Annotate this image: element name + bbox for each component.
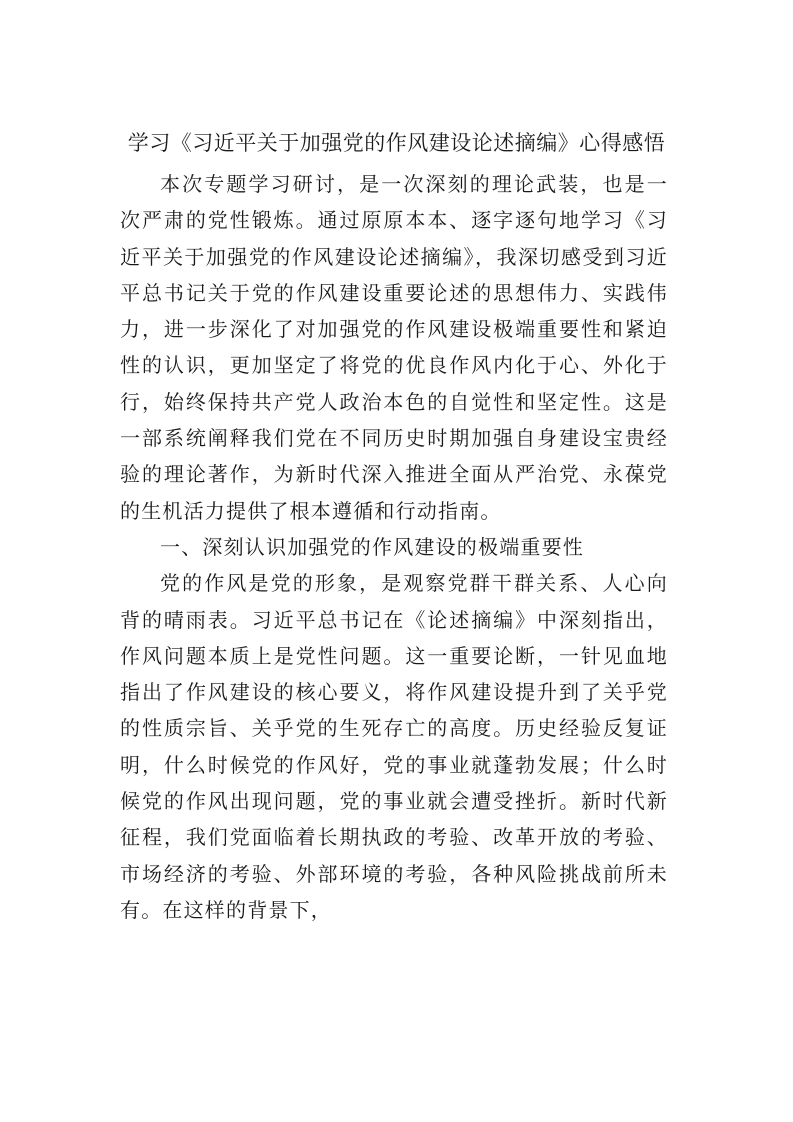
section-1-paragraph: 党的作风是党的形象，是观察党群干群关系、人心向背的晴雨表。习近平总书记在《论述摘编》中深刻指出，作风问题本质上是党性问题。这一重要论断，一针见血地指出了作风建设的核心要义，将作风建设提升到了关乎党的性质宗旨、关乎党的生死存亡的高度。历史经验反复证明，什么时候党的作风好，党的事业就蓬勃发展；什么时候党的作风出现问题，党的事业就会遭受挫折。新时代新征程，我们党面临着长期执政的考验、改革开放的考验、市场经济的考验、外部环境的考验，各种风险挑战前所未有。在这样的背景下， bbox=[120, 571, 668, 922]
intro-paragraph: 本次专题学习研讨，是一次深刻的理论武装，也是一次严肃的党性锻炼。通过原原本本、逐字逐句地学习《习近平关于加强党的作风建设论述摘编》，我深切感受到习近平总书记关于党的作风建设重要论述的思想伟力、实践伟力，进一步深化了对加强党的作风建设极端重要性和紧迫性的认识，更加坚定了将党的优良作风内化于心、外化于行，始终保持共产党人政治本色的自觉性和坚定性。这是一部系统阐释我们党在不同历史时期加强自身建设宝贵经验的理论著作，为新时代深入推进全面从严治党、永葆党的生机活力提供了根本遵循和行动指南。 bbox=[120, 172, 668, 523]
document-body bbox=[120, 166, 668, 928]
section-heading-1: 一、深刻认识加强党的作风建设的极端重要性 bbox=[160, 534, 584, 559]
document-title: 学习《习近平关于加强党的作风建设论述摘编》心得感悟 bbox=[127, 131, 666, 155]
